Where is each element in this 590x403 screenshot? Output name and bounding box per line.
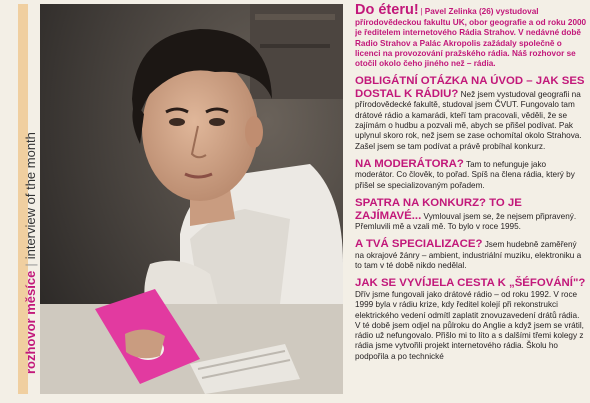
sidebar-separator: | xyxy=(23,263,38,267)
interview-photo xyxy=(40,4,343,394)
question-4: A TVÁ SPECIALIZACE? xyxy=(355,238,483,251)
article-text-column xyxy=(355,2,587,400)
sidebar-label-en: interview of the month xyxy=(23,132,38,260)
intro-text: Pavel Zelinka (26) vystudoval přírodovědeckou fakultu UK, obor geografie a od roku 2000 je ředitelem internetového Rádia Strahov. V nedávné době Radio Strahov a Palác Akropolis zažádaly společně o licenci na provozování pražského rádia. Náš rozhovor se otočil okolo čeho jiného než – rádia. xyxy=(355,7,587,69)
question-5: JAK SE VYVÍJELA CESTA K „ŠÉFOVÁNÍ"? xyxy=(355,277,586,290)
interview-section-2 xyxy=(355,158,587,191)
section-sidebar xyxy=(6,4,40,392)
interview-section-1 xyxy=(355,75,587,151)
answer-5: Dřív jsme fungovali jako drátové rádio – od roku 1992. V roce 1999 byla v rádiu krize, kdy ředitel kolejí při rekonstrukci elektrického vedení odmítl zaplatit znovuzavedení drátů rádia. V té době jsem odjel na půlroku do Anglie a když jsem se vrátil, rádio už nefungovalo. Přišlo mi to líto a s dalšími třemi kolegy z rádia jsme vytvořili projekt internetového rádia. Školu ho podpořila a po technické xyxy=(355,289,584,361)
answer-1: Než jsem vystudoval geografii na přírodovědecké fakultě, studoval jsem ČVUT. Fungovalo tam drátové rádio a kamarádi, kteří tam pracovali, věděli, že se zajímám o hudbu a pozvali mě, abych se přišel podívat. Pak uplynul skoro rok, než jsem se zase ochomítal okolo Strahova. Zašel jsem se tam podívat a právě probíhal konkurz. xyxy=(355,89,582,151)
headline-separator: | xyxy=(420,7,423,16)
answer-4: Jsem hudebně zaměřený na okrajové žánry – ambient, industriální muziku, elektroniku a to tam v té době nikdo nedělal. xyxy=(355,240,582,271)
question-3: SPATRA NA KONKURZ? TO JE ZAJÍMAVÉ... xyxy=(355,197,522,222)
sidebar-label xyxy=(22,4,40,374)
answer-3: Vymlouval jsem se, že nejsem připravený. Přemluvili mě a vzali mě. To bylo v roce 1995. xyxy=(355,211,577,232)
interview-section-4 xyxy=(355,238,587,271)
article-headline: Do éteru! xyxy=(355,2,419,18)
article-intro xyxy=(355,2,587,69)
interview-section-3 xyxy=(355,197,587,232)
interview-section-5 xyxy=(355,277,587,362)
answer-2: Tam to nefunguje jako moderátor. Co člověk, to pořad. Spíš na člena rádia, který by přišel se specializovaným pořadem. xyxy=(355,159,575,190)
question-1: OBLIGÁTNÍ OTÁZKA NA ÚVOD – JAK SES DOSTAL K RÁDIU? xyxy=(355,75,585,100)
question-2: NA MODERÁTORA? xyxy=(355,157,464,170)
sidebar-label-cz: rozhovor měsíce xyxy=(23,270,38,374)
